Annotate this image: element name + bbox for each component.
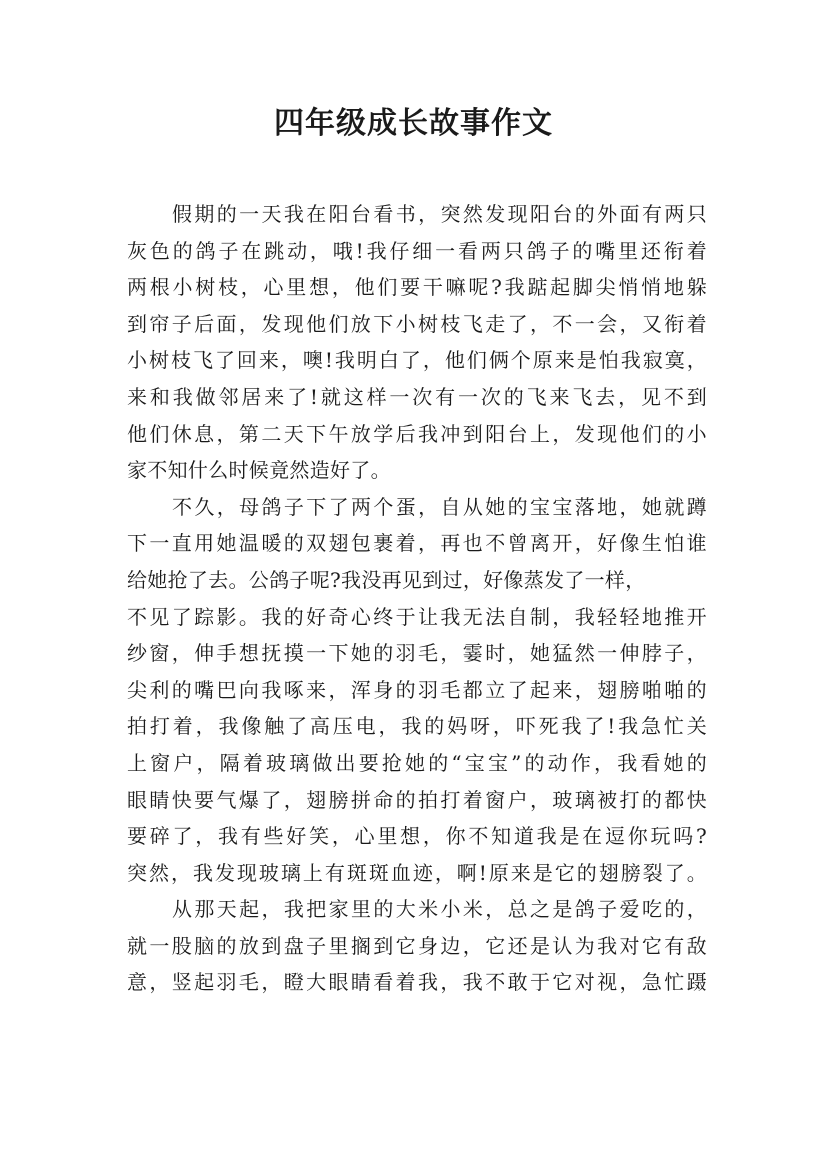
- text-line: 要碎了，我有些好笑，心里想，你不知道我是在逗你玩吗?: [127, 824, 707, 849]
- text-line: 家不知什么时候竟然造好了。: [127, 458, 391, 483]
- text-line: 给她抢了去。公鸽子呢?我没再见到过，好像蒸发了一样，: [127, 567, 646, 592]
- text-line: 不见了踪影。我的好奇心终于让我无法自制，我轻轻地推开: [127, 604, 707, 629]
- text-line: 灰色的鸽子在跳动，哦!我仔细一看两只鸽子的嘴里还衔着: [127, 238, 707, 263]
- text-line: 不久，母鸽子下了两个蛋，自从她的宝宝落地，她就蹲: [172, 494, 707, 519]
- text-line: 来和我做邻居来了!就这样一次有一次的飞来飞去，见不到: [127, 384, 707, 409]
- document-body: [127, 196, 707, 1001]
- text-line: 突然，我发现玻璃上有斑斑血迹，啊!原来是它的翅膀裂了。: [127, 860, 707, 885]
- text-line: 上窗户，隔着玻璃做出要抢她的“宝宝”的动作，我看她的: [127, 750, 707, 775]
- text-line: 下一直用她温暖的双翅包裹着，再也不曾离开，好像生怕谁: [127, 531, 707, 556]
- text-line: 意，竖起羽毛，瞪大眼睛看着我，我不敢于它对视，急忙蹑: [127, 970, 707, 995]
- text-line: 尖利的嘴巴向我啄来，浑身的羽毛都立了起来，翅膀啪啪的: [127, 677, 707, 702]
- text-line: 假期的一天我在阳台看书，突然发现阳台的外面有两只: [172, 202, 707, 226]
- text-line: 从那天起，我把家里的大米小米，总之是鸽子爱吃的，: [172, 897, 707, 922]
- text-line: 眼睛快要气爆了，翅膀拼命的拍打着窗户，玻璃被打的都快: [127, 787, 707, 812]
- text-line: 小树枝飞了回来，噢!我明白了，他们俩个原来是怕我寂寞，: [127, 348, 707, 373]
- text-line: 到帘子后面，发现他们放下小树枝飞走了，不一会，又衔着: [127, 311, 707, 336]
- document-title: 四年级成长故事作文: [274, 106, 553, 141]
- text-line: 就一股脑的放到盘子里搁到它身边，它还是认为我对它有敌: [127, 933, 707, 958]
- text-line: 两根小树枝，心里想，他们要干嘛呢?我踮起脚尖悄悄地躲: [127, 275, 707, 300]
- text-line: 纱窗，伸手想抚摸一下她的羽毛，霎时，她猛然一伸脖子，: [127, 641, 707, 666]
- text-line: 拍打着，我像触了高压电，我的妈呀，吓死我了!我急忙关: [127, 714, 707, 739]
- text-line: 他们休息，第二天下午放学后我冲到阳台上，发现他们的小: [127, 421, 707, 446]
